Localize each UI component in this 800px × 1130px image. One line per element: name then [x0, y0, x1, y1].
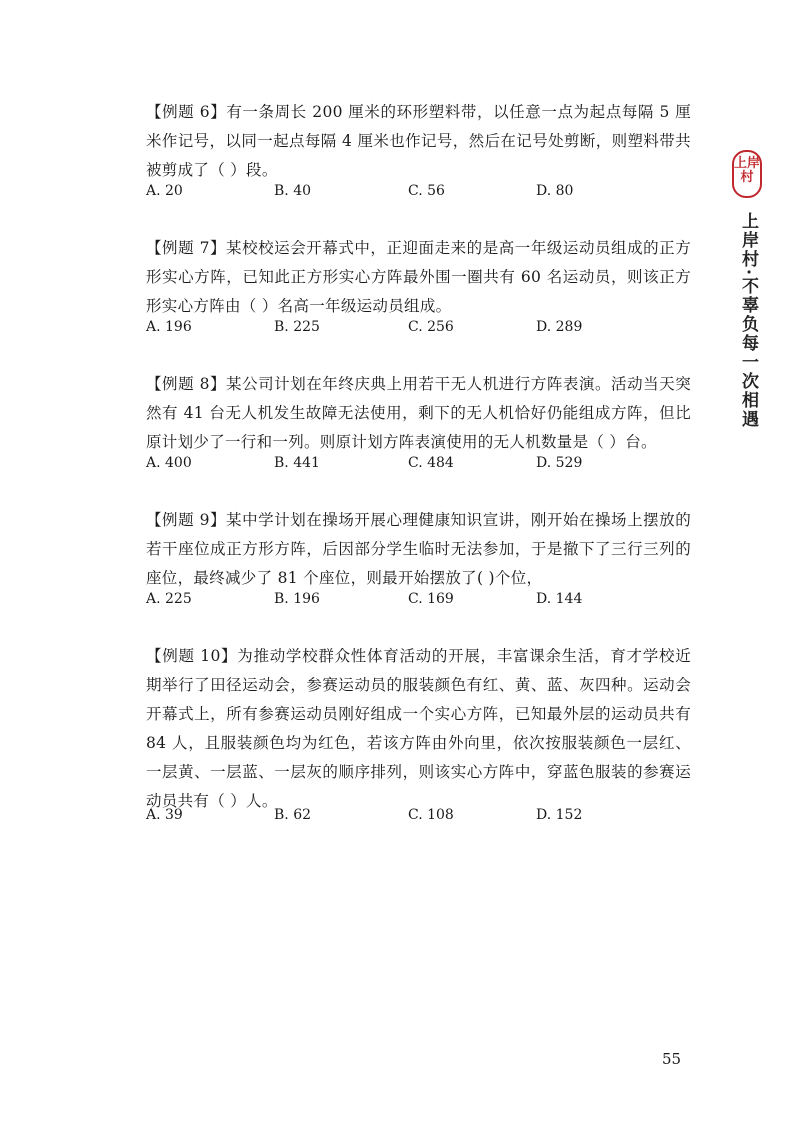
- option-c: C. 484: [408, 455, 454, 471]
- option-d: D. 144: [536, 591, 583, 607]
- question-10-text: 【例题 10】为推动学校群众性体育活动的开展，丰富课余生活，育才学校近期举行了田径运动会，参赛运动员的服装颜色有红、黄、蓝、灰四种。运动会开幕式上，所有参赛运动员刚好组成一个实心方阵，已知最外层的运动员共有 84 人，且服装颜色均为红色，若该方阵由外向里，依次按服装颜色一层红、一层黄、一层蓝、一层灰的顺序排列，则该实心方阵中，穿蓝色服装的参赛运动员共有（ ）人。: [146, 647, 691, 810]
- option-a: A. 196: [146, 319, 192, 335]
- option-a: A. 20: [146, 183, 183, 199]
- option-a: A. 225: [146, 591, 192, 607]
- option-c: C. 169: [408, 591, 454, 607]
- option-c: C. 256: [408, 319, 454, 335]
- option-c: C. 108: [408, 807, 454, 823]
- option-b: B. 196: [274, 591, 320, 607]
- option-b: B. 441: [274, 455, 320, 471]
- option-d: D. 529: [536, 455, 583, 471]
- slogan: 上岸村·不辜负每一次相遇: [738, 212, 758, 429]
- option-a: A. 400: [146, 455, 192, 471]
- question-8-text: 【例题 8】某公司计划在年终庆典上用若干无人机进行方阵表演。活动当天突然有 41 台无人机发生故障无法使用，剩下的无人机恰好仍能组成方阵，但比原计划少了一行和一列。则原计划方阵表演使用的无人机数量是（ ）台。: [146, 375, 691, 451]
- question-6-options: [146, 183, 691, 207]
- question-9-options: [146, 591, 691, 615]
- option-d: D. 152: [536, 807, 583, 823]
- option-a: A. 39: [146, 807, 183, 823]
- question-8-options: [146, 455, 691, 479]
- option-d: D. 289: [536, 319, 583, 335]
- sidebar-branding: [730, 150, 770, 429]
- question-10-options: [146, 807, 691, 831]
- question-6-text: 【例题 6】有一条周长 200 厘米的环形塑料带，以任意一点为起点每隔 5 厘米作记号，以同一起点每隔 4 厘米也作记号，然后在记号处剪断，则塑料带共被剪成了（ ）段。: [146, 103, 691, 179]
- seal-logo: 上岸村: [732, 150, 762, 198]
- question-9-text: 【例题 9】某中学计划在操场开展心理健康知识宣讲，刚开始在操场上摆放的若干座位成正方形方阵，后因部分学生临时无法参加，于是撤下了三行三列的座位，最终减少了 81 个座位，则最开始摆放了( )个位，: [146, 511, 691, 587]
- question-7-options: [146, 319, 691, 343]
- question-7-text: 【例题 7】某校校运会开幕式中，正迎面走来的是高一年级运动员组成的正方形实心方阵，已知此正方形实心方阵最外围一圈共有 60 名运动员，则该正方形实心方阵由（ ）名高一年级运动员组成。: [146, 239, 691, 315]
- option-b: B. 62: [274, 807, 312, 823]
- option-b: B. 225: [274, 319, 320, 335]
- option-b: B. 40: [274, 183, 312, 199]
- option-c: C. 56: [408, 183, 445, 199]
- option-d: D. 80: [536, 183, 574, 199]
- page-number: 55: [662, 1050, 682, 1068]
